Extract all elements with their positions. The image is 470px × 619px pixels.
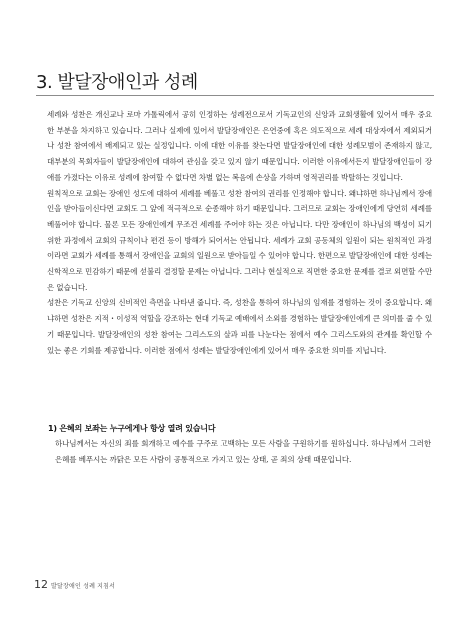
title-divider <box>36 95 434 96</box>
section-heading: 1) 은혜의 보좌는 누구에게나 항상 열려 있습니다 <box>48 424 216 433</box>
paragraph-2: 원칙적으로 교회는 장애인 성도에 대하여 세례를 베풀고 성찬 참여의 권리를 인정해야 합니다. 왜냐하면 하나님께서 장애인을 받아들이신다면 교회도 그 앞에 적극적으로 순종해야 하기 때문입니다. 그러므로 교회는 장애인에게 당연히 세례를 베풀어야 합니다. 물론 모든 장애인에게 무조건 세례를 주어야 하는 것은 아닙니다. 다만 장애인이 하나님의 백성이 되기 위한 과정에서 교회의 규칙이나 편견 등이 방해가 되어서는 안됩니다. 세례가 교회 공동체의 일원이 되는 원칙적인 과정이라면 교회가 세례를 통해서 장애인을 교회의 일원으로 받아들일 수 있어야 합니다. 한편으로 발달장애인에 대한 성례는 신학적으로 민감하기 때문에 섣불리 결정할 문제는 아닙니다. 그러나 현실적으로 직면한 중요한 문제를 결코 외면할 수만은 없습니다. <box>47 188 432 292</box>
section-paragraph: 하나님께서는 자신의 죄를 회개하고 예수를 구주로 고백하는 모든 사람을 구원하기를 원하십니다. 하나님께서 그러한 은혜를 베푸시는 까닭은 모든 사람이 공통적으로 가지고 있는 상태, 곧 죄의 상태 때문입니다. <box>55 439 431 464</box>
body-text <box>47 107 432 358</box>
running-footer-title: 발달장애인 성례 지침서 <box>51 583 116 590</box>
page-number: 12 <box>34 578 48 591</box>
paragraph-1: 세례와 성찬은 개신교나 로마 가톨릭에서 공히 인정하는 성례전으로서 기독교인의 신앙과 교회생활에 있어서 매우 중요한 부분을 차지하고 있습니다. 그러나 실제에 있어서 발달장애인은 은연중에 혹은 의도적으로 세례 대상자에서 제외되거나 성찬 참여에서 배제되고 있는 실정입니다. 이에 대한 이유를 찾는다면 발달장애인에 대한 성례모범이 존재하지 않고, 대부분의 목회자들이 발달장애인에 대하여 관심을 갖고 있지 않기 때문입니다. 이러한 이유에서든지 발달장애인들이 장애를 가졌다는 이유로 성례에 참여할 수 없다면 차별 없는 복음에 손상을 가하며 영적권리를 박탈하는 것입니다. <box>47 110 432 182</box>
chapter-title: 3. 발달장애인과 성례 <box>36 72 198 93</box>
page-footer <box>34 578 115 591</box>
section-body <box>55 436 431 468</box>
paragraph-3: 성찬은 기독교 신앙의 신비적인 측면을 나타낸 줍니다. 즉, 성찬을 통하여 하나님의 임재를 경험하는 것이 중요합니다. 왜냐하면 성찬은 지적・이성적 역할을 강조하는 현대 기독교 예배에서 소외를 경험하는 발달장애인에게 큰 의미를 줄 수 있기 때문입니다. 발달장애인의 성찬 참여는 그리스도의 살과 피를 나눈다는 점에서 예수 그리스도와의 관계를 확인할 수 있는 좋은 기회를 제공합니다. 이러한 점에서 성례는 발달장애인에게 있어서 매우 중요한 의미를 지닙니다. <box>47 298 432 355</box>
